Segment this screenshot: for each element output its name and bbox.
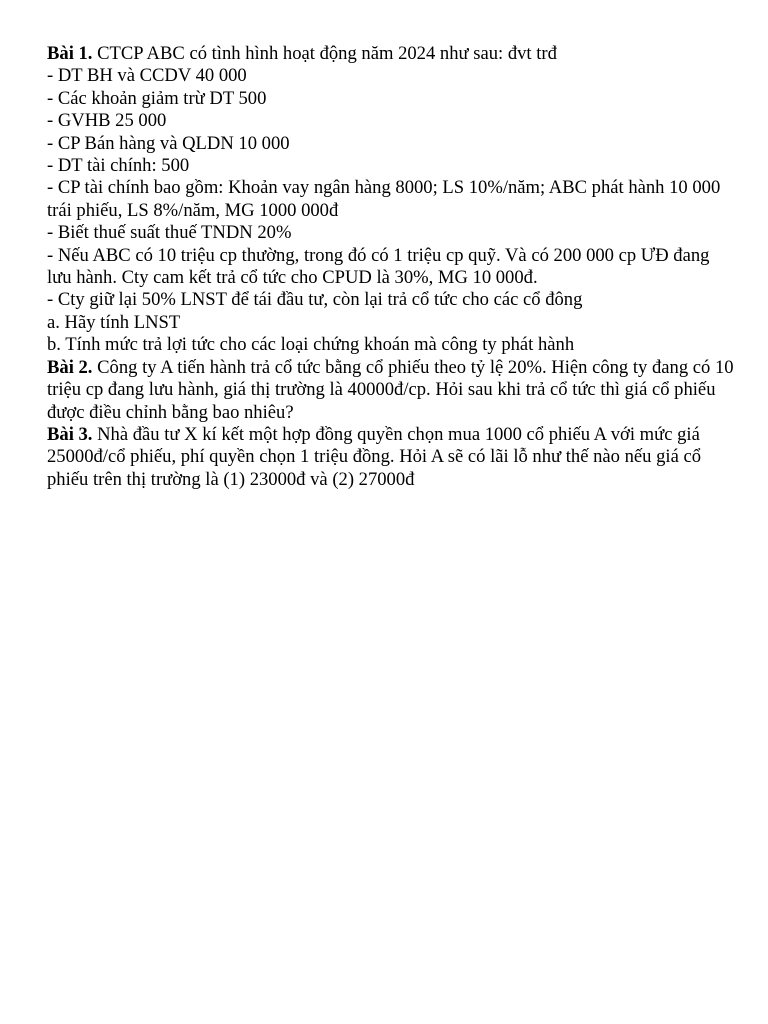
bai3-heading: Bài 3. [47,423,93,445]
bai1-intro-text: CTCP ABC có tình hình hoạt động năm 2024 như sau: đvt trđ [97,43,557,64]
bai1-item-revenue: - DT BH và CCDV 40 000 [47,65,247,87]
bai1-question-b: b. Tính mức trả lợi tức cho các loại chứng khoán mà công ty phát hành [47,334,575,356]
bai1-item-cogs: - GVHB 25 000 [47,110,167,132]
bai1-item-deductions: - Các khoản giảm trừ DT 500 [47,87,267,109]
bai2-paragraph [47,357,737,424]
document-page [47,43,737,491]
bai3-text: Nhà đầu tư X kí kết một hợp đồng quyền chọn mua 1000 cổ phiếu A với mức giá 25000đ/cổ phiếu, phí quyền chọn 1 triệu đồng. Hỏi A sẽ có lãi lỗ như thế nào nếu giá cổ phiếu trên thị trường là (1) 23000đ và (2) 27000đ [47,423,702,490]
bai1-item-shares: - Nếu ABC có 10 triệu cp thường, trong đó có 1 triệu cp quỹ. Và có 200 000 cp ƯĐ đang lưu hành. Cty cam kết trả cổ tức cho CPUD là 30%, MG 10 000đ. [47,244,710,289]
bai1-item-selling-admin-costs: - CP Bán hàng và QLDN 10 000 [47,132,290,154]
bai1-item-retention: - Cty giữ lại 50% LNST để tái đầu tư, còn lại trả cổ tức cho các cổ đông [47,289,583,311]
bai2-heading: Bài 2. [47,356,93,378]
bai1-heading: Bài 1. [47,43,93,64]
bai1-question-a: a. Hãy tính LNST [47,311,181,333]
bai3-paragraph [47,424,737,491]
bai1-item-financial-costs: - CP tài chính bao gồm: Khoản vay ngân hàng 8000; LS 10%/năm; ABC phát hành 10 000 trái phiếu, LS 8%/năm, MG 1000 000đ [47,177,721,221]
bai1-item-financial-revenue: - DT tài chính: 500 [47,155,190,177]
bai1-intro [47,43,737,65]
bai1-item-tax-rate: - Biết thuế suất thuế TNDN 20% [47,222,292,244]
bai2-text: Công ty A tiến hành trả cổ tức bằng cổ phiếu theo tỷ lệ 20%. Hiện công ty đang có 10 triệu cp đang lưu hành, giá thị trường là 40000đ/cp. Hỏi sau khi trả cổ tức thì giá cổ phiếu được điều chỉnh bằng bao nhiêu? [47,356,734,423]
